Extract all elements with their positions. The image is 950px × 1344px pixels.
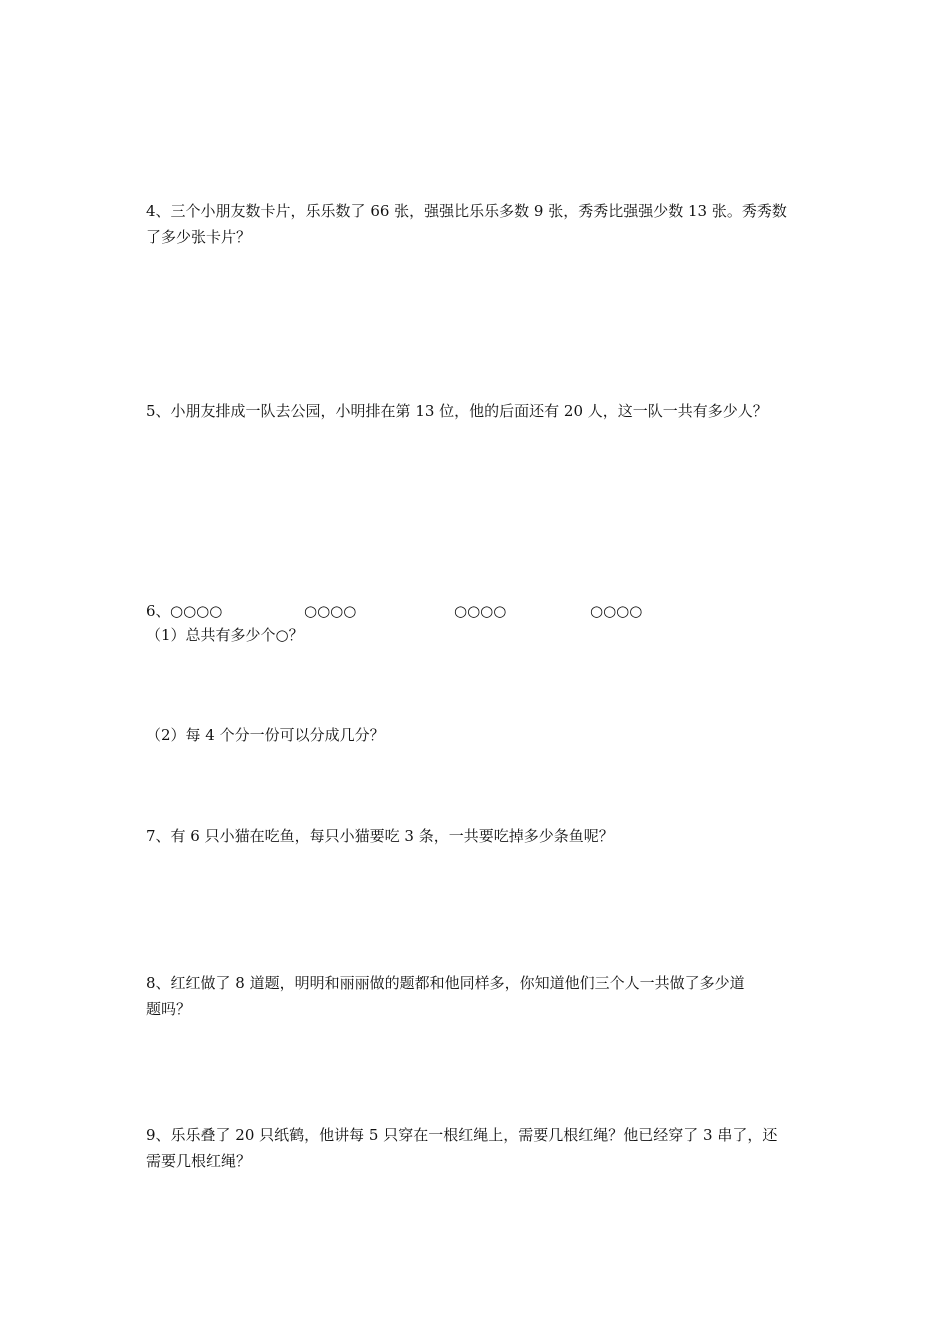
question-8: [146, 970, 810, 1022]
circle-group-4: ○○○○: [590, 602, 643, 620]
question-6-sub-1: （1）总共有多少个○？: [146, 626, 304, 644]
question-6-sub-2: （2）每 4 个分一份可以分成几分？: [146, 726, 385, 744]
question-7-line-1: 7、有 6 只小猫在吃鱼，每只小猫要吃 3 条，一共要吃掉多少条鱼呢？: [146, 827, 614, 845]
question-5-line-1: 5、小朋友排成一队去公园，小明排在第 13 位，他的后面还有 20 人，这一队一共有多少人？: [146, 402, 768, 420]
circle-group-2: ○○○○: [304, 602, 357, 620]
question-4-line-2: 了多少张卡片？: [146, 228, 252, 246]
circle-group-3: ○○○○: [454, 602, 507, 620]
question-9: [146, 1122, 810, 1174]
question-6-circles: [146, 598, 810, 622]
question-9-line-1: 9、乐乐叠了 20 只纸鹤，他讲每 5 只穿在一根红绳上，需要几根红绳？他已经穿了 3 串了，还: [146, 1126, 778, 1144]
question-6-prefix: 6、: [146, 602, 171, 620]
question-5: [146, 398, 810, 424]
question-4: [146, 198, 810, 250]
question-7: [146, 823, 810, 849]
question-9-line-2: 需要几根红绳？: [146, 1152, 252, 1170]
circle-group-1: ○○○○: [170, 602, 223, 620]
question-8-line-1: 8、红红做了 8 道题，明明和丽丽做的题都和他同样多，你知道他们三个人一共做了多少道: [146, 974, 745, 992]
question-4-line-1: 4、三个小朋友数卡片，乐乐数了 66 张，强强比乐乐多数 9 张，秀秀比强强少数 13 张。秀秀数: [146, 202, 787, 220]
question-8-line-2: 题吗？: [146, 1000, 192, 1018]
